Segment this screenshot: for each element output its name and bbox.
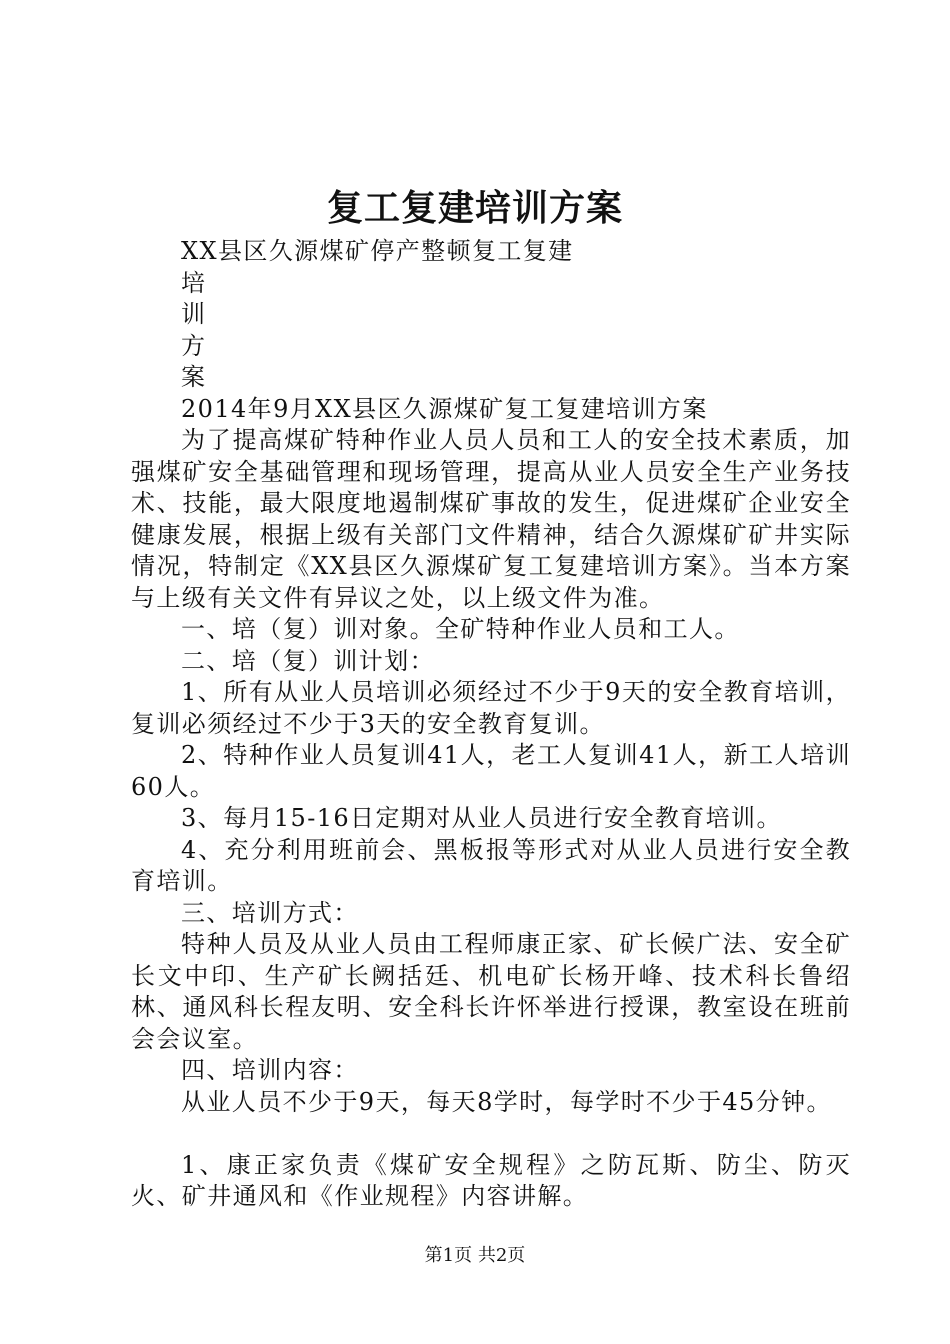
paragraph: 一、培（复）训对象。全矿特种作业人员和工人。: [181, 615, 740, 643]
paragraph: 2、特种作业人员复训41人，老工人复训41人，新工人培训60人。: [131, 741, 851, 801]
paragraph: 3、每月15-16日定期对从业人员进行安全教育培训。: [181, 804, 782, 832]
document-body: [131, 236, 851, 1213]
paragraph: 特种人员及从业人员由工程师康正家、矿长候广法、安全矿长文中印、生产矿长阙括廷、机电矿长杨开峰、技术科长鲁绍林、通风科长程友明、安全科长许怀举进行授课，教室设在班前会会议室。: [131, 930, 851, 1053]
paragraph: 四、培训内容：: [181, 1056, 359, 1084]
paragraph: 三、培训方式：: [181, 898, 359, 927]
paragraph-gap: [131, 1118, 851, 1150]
paragraph: 从业人员不少于9天，每天8学时，每学时不少于45分钟。: [181, 1087, 832, 1116]
document-title: 复工复建培训方案: [326, 187, 623, 229]
paragraph: 培: [181, 268, 207, 297]
page-footer: 第1页 共2页: [424, 1245, 526, 1266]
paragraph: 4、充分利用班前会、黑板报等形式对从业人员进行安全教育培训。: [131, 835, 851, 895]
paragraph: 1、康正家负责《煤矿安全规程》之防瓦斯、防尘、防灭火、矿井通风和《作业规程》内容讲解。: [131, 1150, 851, 1210]
paragraph: 案: [181, 363, 207, 391]
paragraph: 二、培（复）训计划：: [181, 646, 435, 675]
paragraph: 1、所有从业人员培训必须经过不少于9天的安全教育培训，复训必须经过不少于3天的安全教育复训。: [131, 678, 851, 738]
paragraph: XX县区久源煤矿停产整顿复工复建: [181, 237, 574, 265]
paragraph: 方: [181, 331, 207, 360]
paragraph: 2014年9月XX县区久源煤矿复工复建培训方案: [181, 394, 708, 423]
paragraph: 为了提高煤矿特种作业人员人员和工人的安全技术素质，加强煤矿安全基础管理和现场管理，提高从业人员安全生产业务技术、技能，最大限度地遏制煤矿事故的发生，促进煤矿企业安全健康发展，根据上级有关部门文件精神，结合久源煤矿矿井实际情况，特制定《XX县区久源煤矿复工复建培训方案》。当本方案与上级有关文件有异议之处，以上级文件为准。: [131, 426, 851, 612]
paragraph: 训: [181, 300, 207, 328]
